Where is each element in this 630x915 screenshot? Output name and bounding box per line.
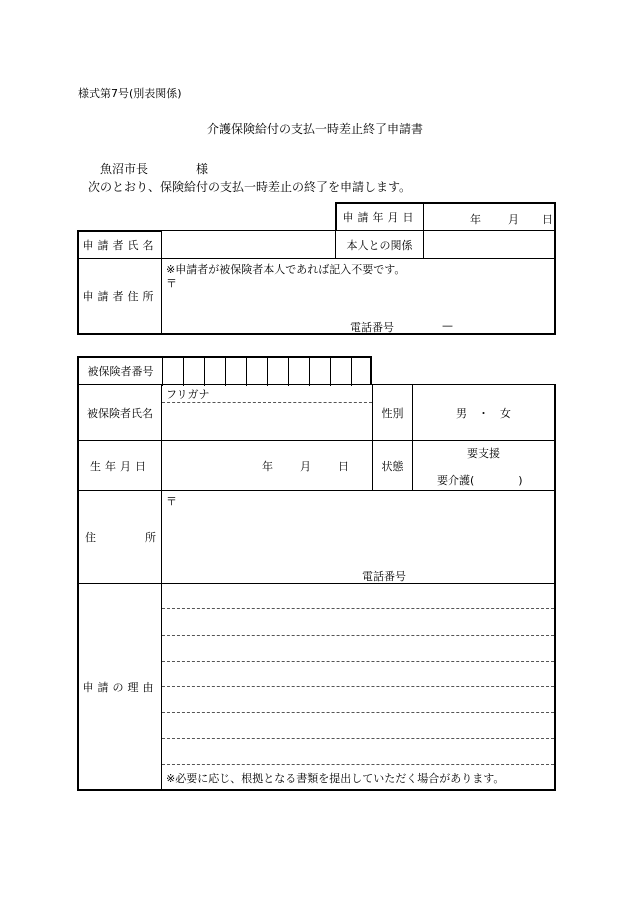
insured-number-label: 被保険者番号 <box>77 356 162 384</box>
insured-number-field[interactable] <box>162 356 372 384</box>
status-label: 状態 <box>372 440 412 490</box>
address-label-2: 所 <box>145 531 156 544</box>
digit-box[interactable] <box>204 358 225 386</box>
furigana-divider <box>162 402 372 403</box>
reason-note: ※必要に応じ、根拠となる書類を提出していただく場合があります。 <box>166 772 505 785</box>
digit-box[interactable] <box>351 358 370 386</box>
reason-line <box>162 712 554 713</box>
application-date-field[interactable] <box>423 202 556 230</box>
digit-box[interactable] <box>225 358 246 386</box>
birth-day: 日 <box>338 460 349 473</box>
intro-text: 次のとおり、保険給付の支払一時差止の終了を申請します。 <box>88 180 412 194</box>
applicant-address-label: 申請者住所 <box>77 258 162 335</box>
phone-label: 電話番号 <box>350 321 394 334</box>
phone-dash: — <box>442 319 453 332</box>
address-note: ※申請者が被保険者本人であれば記入不要です。 <box>166 263 406 276</box>
furigana-label: フリガナ <box>166 388 210 401</box>
digit-box[interactable] <box>309 358 330 386</box>
insured-address-label <box>77 490 162 583</box>
digit-box[interactable] <box>288 358 309 386</box>
addressee-honorific: 様 <box>196 162 209 176</box>
applicant-name-label: 申請者氏名 <box>77 230 162 258</box>
digit-box[interactable] <box>183 358 204 386</box>
date-month: 月 <box>508 213 519 226</box>
applicant-table <box>77 202 556 335</box>
reason-label: 申請の理由 <box>77 583 162 791</box>
reason-line <box>162 608 554 609</box>
postal-mark: 〒 <box>166 277 177 290</box>
addressee-name: 魚沼市長 <box>100 162 149 176</box>
reason-line <box>162 686 554 687</box>
status-support[interactable]: 要支援 <box>467 447 500 460</box>
applicant-name-field[interactable] <box>162 230 335 258</box>
digit-box[interactable] <box>246 358 267 386</box>
date-day: 日 <box>542 213 553 226</box>
insured-address-field[interactable] <box>162 490 556 583</box>
digit-box[interactable] <box>330 358 351 386</box>
addressee <box>100 160 208 177</box>
insured-table <box>77 356 556 791</box>
gender-label: 性別 <box>372 384 412 440</box>
application-date-label: 申請年月日 <box>335 202 423 230</box>
birthdate-label: 生年月日 <box>77 440 162 490</box>
status-care[interactable]: 要介護( ) <box>437 474 523 487</box>
applicant-address-field[interactable] <box>162 258 556 335</box>
birth-month: 月 <box>300 460 311 473</box>
insured-name-field[interactable] <box>162 384 372 440</box>
date-year: 年 <box>470 213 481 226</box>
reason-line <box>162 661 554 662</box>
relationship-field[interactable] <box>423 230 556 258</box>
reason-field[interactable] <box>162 583 556 791</box>
birth-year: 年 <box>262 460 273 473</box>
document-title: 介護保険給付の支払一時差止終了申請書 <box>206 122 423 136</box>
gender-options[interactable]: 男 ・ 女 <box>412 384 556 440</box>
reason-line <box>162 764 554 765</box>
digit-box[interactable] <box>267 358 288 386</box>
birthdate-field[interactable] <box>162 440 372 490</box>
postal-mark: 〒 <box>166 495 177 508</box>
form-number: 様式第7号(別表関係) <box>78 87 182 100</box>
relationship-label: 本人との関係 <box>335 230 423 258</box>
reason-line <box>162 738 554 739</box>
insured-name-label: 被保険者氏名 <box>77 384 162 440</box>
address-label-1: 住 <box>85 531 96 544</box>
reason-line <box>162 635 554 636</box>
insured-phone-label: 電話番号 <box>362 570 406 583</box>
digit-box[interactable] <box>162 358 183 386</box>
status-field[interactable] <box>412 440 556 490</box>
